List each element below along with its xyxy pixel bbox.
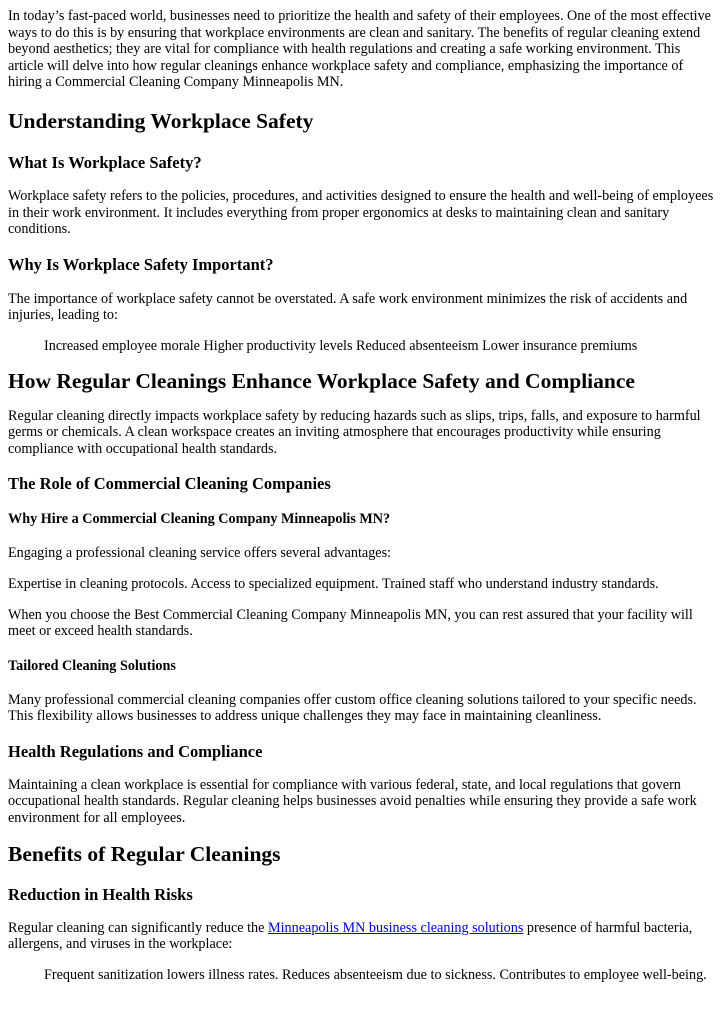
paragraph-advantages-list: Expertise in cleaning protocols. Access to specialized equipment. Trained staff who understand industry standards. (8, 575, 659, 592)
paragraph-health-regulations-compliance: Maintaining a clean workplace is essential for compliance with various federal, state, and local regulations that govern occupational health standards. Regular cleaning helps businesses avoid penalties while ensuring they provide a safe work environment for all employees. (8, 776, 697, 827)
risk-text-before: Regular cleaning can significantly reduce the (8, 919, 268, 936)
paragraph-regular-cleaning-impacts: Regular cleaning directly impacts workplace safety by reducing hazards such as slips, trips, falls, and exposure to harmful germs or chemicals. A clean workspace creates an inviting atmosphere that encourages productivity while ensuring compliance with occupational health standards. (8, 407, 701, 457)
paragraph-tailored-cleaning-solutions: Many professional commercial cleaning companies offer custom office cleaning solutions tailored to your specific needs. This flexibility allows businesses to address unique challenges they may face in maintaining cleanliness. (8, 691, 697, 725)
heading-understanding-workplace-safety: Understanding Workplace Safety (8, 108, 314, 133)
heading-what-is-workplace-safety: What Is Workplace Safety? (8, 152, 202, 172)
heading-why-workplace-safety-important: Why Is Workplace Safety Important? (8, 254, 274, 274)
heading-tailored-cleaning-solutions: Tailored Cleaning Solutions (8, 657, 176, 674)
paragraph-why-workplace-safety-important: The importance of workplace safety cannot be overstated. A safe work environment minimizes the risk of accidents and injuries, leading to: (8, 290, 688, 324)
intro-paragraph: In today’s fast-paced world, businesses need to prioritize the health and safety of their employees. One of the most effective ways to do this is by ensuring that workplace environments are clean and sanitary. The benefits of regular cleaning extend beyond aesthetics; they are vital for compliance with health regulations and creating a safe working environment. This article will delve into how regular cleanings enhance workplace safety and compliance, emphasizing the importance of hiring a Commercial Cleaning Company Minneapolis MN. (8, 8, 711, 91)
heading-reduction-in-health-risks: Reduction in Health Risks (8, 884, 193, 904)
heading-how-regular-cleanings-enhance: How Regular Cleanings Enhance Workplace Safety and Compliance (8, 368, 635, 393)
paragraph-what-is-workplace-safety: Workplace safety refers to the policies, procedures, and activities designed to ensure the health and well-being of employees in their work environment. It includes everything from proper ergonomics at desks to maintaining clean and sanitary conditions. (8, 187, 714, 238)
heading-health-regulations-compliance: Health Regulations and Compliance (8, 741, 263, 761)
heading-role-of-commercial-cleaning-companies: The Role of Commercial Cleaning Companies (8, 474, 331, 494)
paragraph-engaging-cleaning-service: Engaging a professional cleaning service offers several advantages: (8, 545, 392, 562)
paragraph-choose-best-company: When you choose the Best Commercial Cleaning Company Minneapolis MN, you can rest assured that your facility will meet or exceed health standards. (8, 606, 693, 640)
list-safety-benefits: Increased employee morale Higher productivity levels Reduced absenteeism Lower insurance premiums (44, 337, 638, 354)
paragraph-reduction-in-health-risks (8, 920, 714, 953)
risk-text-after: presence of harmful bacteria, allergens, and viruses in the workplace: (8, 919, 693, 953)
heading-benefits-of-regular-cleanings: Benefits of Regular Cleanings (8, 841, 281, 866)
list-health-risk-benefits: Frequent sanitization lowers illness rates. Reduces absenteeism due to sickness. Contributes to employee well-being. (44, 966, 707, 983)
link-minneapolis-business-cleaning-solutions[interactable]: Minneapolis MN business cleaning solutions (268, 919, 524, 936)
heading-why-hire-cleaning-company: Why Hire a Commercial Cleaning Company Minneapolis MN? (8, 511, 391, 528)
